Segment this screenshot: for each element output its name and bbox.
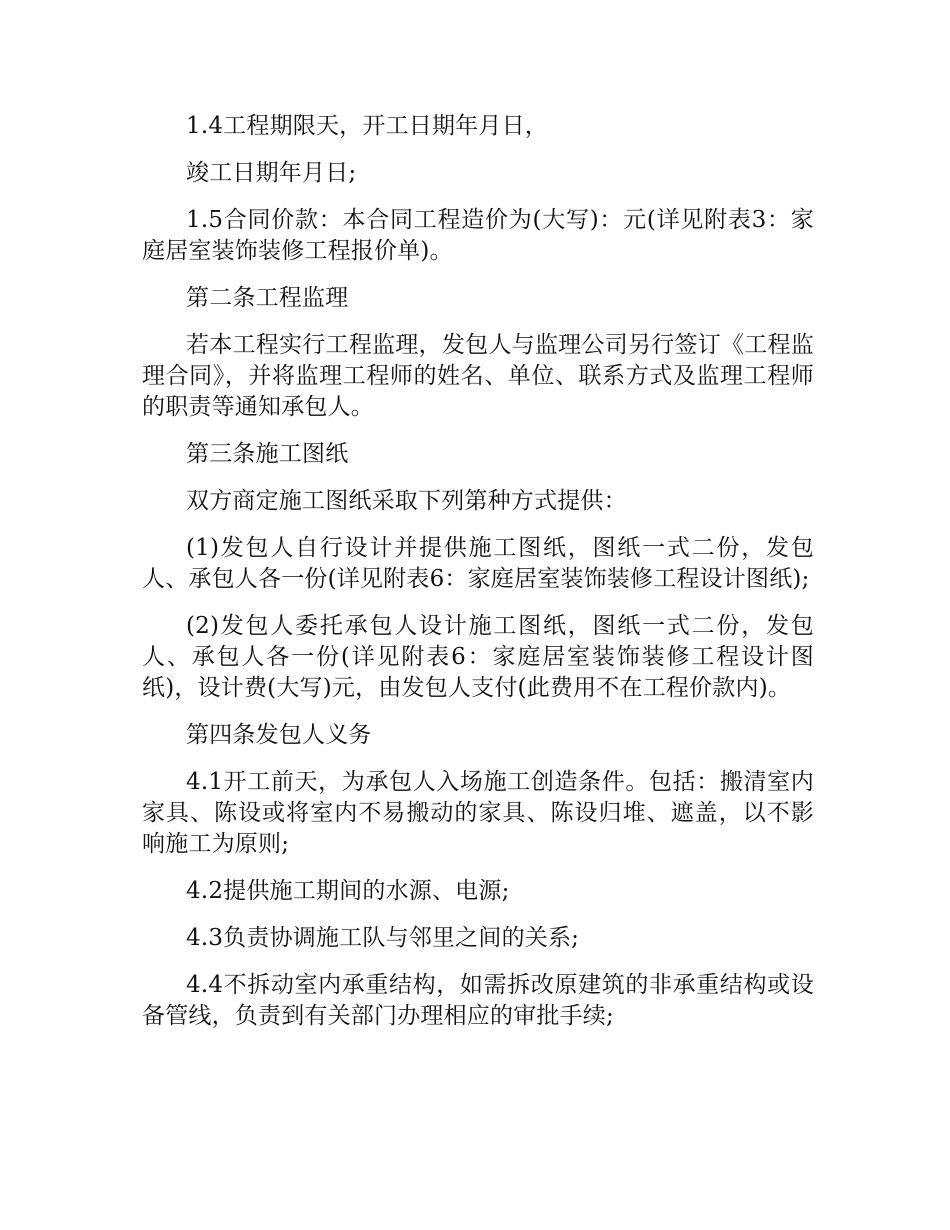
drawing-option-2: (2)发包人委托承包人设计施工图纸，图纸一式二份，发包人、承包人各一份(详见附表6：家庭居室装饰装修工程设计图纸)，设计费(大写)元，由发包人支付(此费用不在工程价款内)。	[142, 613, 814, 701]
section-heading-2: 第二条工程监理	[186, 285, 349, 311]
clause-4-4: 4.4不拆动室内承重结构，如需拆改原建筑的非承重结构或设备管线，负责到有关部门办理相应的审批手续;	[142, 972, 814, 1029]
clause-1-4: 1.4工程期限天，开工日期年月日，	[186, 113, 548, 139]
section-heading-3: 第三条施工图纸	[186, 441, 349, 467]
clause-4-2: 4.2提供施工期间的水源、电源;	[186, 878, 510, 904]
clause-1-5: 1.5合同价款：本合同工程造价为(大写)：元(详见附表3：家庭居室装饰装修工程报价单)。	[142, 207, 814, 264]
clause-4-3: 4.3负责协调施工队与邻里之间的关系;	[186, 925, 580, 951]
completion-date-line: 竣工日期年月日;	[186, 160, 357, 186]
section-heading-4: 第四条发包人义务	[186, 722, 372, 748]
clause-4-1: 4.1开工前天，为承包人入场施工创造条件。包括：搬清室内家具、陈设或将室内不易搬动的家具、陈设归堆、遮盖，以不影响施工为原则;	[142, 769, 814, 857]
supervision-paragraph: 若本工程实行工程监理，发包人与监理公司另行签订《工程监理合同》，并将监理工程师的姓名、单位、联系方式及监理工程师的职责等通知承包人。	[142, 332, 814, 420]
drawing-method-intro: 双方商定施工图纸采取下列第种方式提供：	[186, 488, 627, 514]
drawing-option-1: (1)发包人自行设计并提供施工图纸，图纸一式二份，发包人、承包人各一份(详见附表6：家庭居室装饰装修工程设计图纸);	[142, 535, 814, 592]
document-page	[142, 111, 814, 1048]
